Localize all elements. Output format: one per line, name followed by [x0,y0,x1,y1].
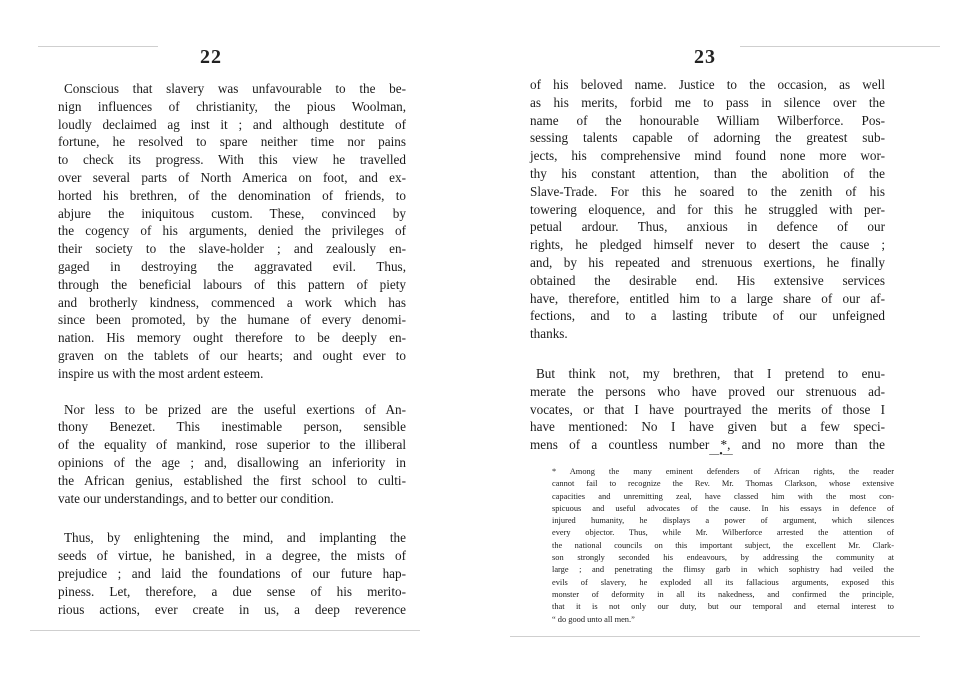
text-line: graven on the tablets of our hearts; and ought ever to [58,347,406,363]
text-line: inspire us with the most ardent esteem. [58,365,264,381]
text-line: have, therefore, entitled him to a large share of our af- [530,290,885,306]
footnote-line: spicuous and useful advocates of the cause. In his essays in defence of [552,503,894,513]
text-line: piness. Let, therefore, a due sense of his merito- [58,583,406,599]
footnote-line: monster of deformity in all its nakedness, and confirmed the principle, [552,589,894,599]
footnote-line: evils of slavery, he exploded all its fallacious arguments, exposed this [552,577,894,587]
text-line: Nor less to be prized are the useful exertions of An- [64,401,406,417]
paragraph [58,80,406,383]
text-line: nation. His memory ought therefore to be deeply en- [58,330,406,346]
text-line: mens of a countless number *, and no more than the [530,437,885,453]
text-line: thy his constant attention, than the abolition of the [530,165,885,181]
text-line: of the equality of mankind, rose superior to the illiberal [58,437,406,453]
text-line: through the beneficial labours of this pattern of piety [58,276,406,292]
text-line: towering eloquence, and for this he struggled with per- [530,201,885,217]
paragraph [58,529,406,618]
right-page [490,0,980,696]
paragraph [530,365,885,454]
text-line: vate our understandings, and to better our condition. [58,490,334,506]
footnote-line: * Among the many eminent defenders of African rights, the reader [552,467,894,476]
text-line: vocates, or that I have pourtrayed the merits of those I [530,401,885,417]
text-line: But think not, my brethren, that I pretend to enu- [536,365,885,381]
paragraph [530,76,885,343]
text-line: the African genius, established the first school to culti- [58,472,406,488]
body-text [530,76,885,454]
text-line: thanks. [530,326,568,342]
text-line: Conscious that slavery was unfavourable to the be- [64,81,406,96]
text-line: of his beloved name. Justice to the occasion, as well [530,77,885,92]
scan-artifact-line [510,636,920,637]
text-line: rious actions, ever create in us, a deep reverence [58,601,406,617]
text-line: their society to the slave-holder ; and zealously en- [58,241,406,257]
text-line: to check its progress. With this view he travelled [58,152,406,168]
section-ornament: —•— [709,449,733,460]
footnote-line: large ; and penetrating the flimsy garb in which sophistry had veiled the [552,565,894,575]
text-line: and, by his repeated and strenuous exertions, he finally [530,254,885,270]
text-line: fections, and to a lasting tribute of our unfeigned [530,308,885,324]
page-number: 23 [694,46,716,68]
text-line: obtained the desirable end. His extensive services [530,272,885,288]
text-line: seeds of virtue, he banished, in a degree, the mists of [58,548,406,564]
footnote-line: every objector. Thus, while Mr. Wilberforce arrested the attention of [552,528,894,538]
body-text [58,80,406,618]
scan-artifact-line [38,46,158,47]
footnote-line: injured humanity, he displays a power of argument, which silences [552,516,894,526]
text-line: nign influences of christianity, the pious Woolman, [58,98,406,114]
footnote-line: “ do good unto all men.” [552,614,635,624]
text-line: loudly declaimed ag inst it ; and although destitute of [58,116,406,132]
text-line: the cogency of his arguments, denied the privileges of [58,223,406,239]
footnote-line: son strongly seconded his endeavours, by addressing the community at [552,553,894,563]
page-number: 22 [200,46,222,68]
text-line: petual ardour. Thus, anxious in defence of our [530,219,885,235]
footnote-line: the national councils on this important subject, the excellent Mr. Clark- [552,540,894,550]
text-line: jects, his comprehensive mind found none more wor- [530,148,885,164]
text-line: Slave-Trade. For this he soared to the zenith of his [530,183,885,199]
footnote-line: cannot fail to recognize the Rev. Mr. Thomas Clarkson, whose extensive [552,479,894,489]
text-line: sessing talents capable of adorning the greatest sub- [530,130,885,146]
text-line: thony Benezet. This inestimable person, sensible [58,419,406,435]
scan-artifact-line [740,46,940,47]
text-line: over several parts of North America on foot, and ex- [58,169,406,185]
paragraph [58,401,406,508]
text-line: abjure the iniquitous custom. These, convinced by [58,205,406,221]
left-page [0,0,470,696]
footnote-line: capacities and unremitting zeal, have classed him with the most con- [552,491,894,501]
text-line: rights, he pledged himself never to desert the cause ; [530,237,885,253]
text-line: name of the honourable William Wilberforce. Pos- [530,112,885,128]
text-line: Thus, by enlightening the mind, and implanting the [64,530,406,546]
text-line: opinions of the age ; and, disallowing an inferiority in [58,454,406,470]
footnote-line: that it is not only our duty, but our temporal and eternal interest to [552,602,894,612]
text-line: gaged in destroying the aggravated evil. Thus, [58,258,406,274]
text-line: have mentioned: No I have given but a few speci- [530,419,885,435]
footnote [552,466,894,626]
text-line: as his merits, forbid me to pass in silence over the [530,94,885,110]
text-line: merate the persons who have proved our strenuous ad- [530,383,885,399]
text-line: and brotherly kindness, commenced a work which has [58,294,406,310]
scan-artifact-line [30,630,420,631]
text-line: since been promoted, by the humane of every denomi- [58,312,406,328]
text-line: horted his brethren, of the denomination of friends, to [58,187,406,203]
text-line: prejudice ; and laid the foundations of our future hap- [58,565,406,581]
text-line: fortune, he resolved to spare neither time nor pains [58,134,406,150]
